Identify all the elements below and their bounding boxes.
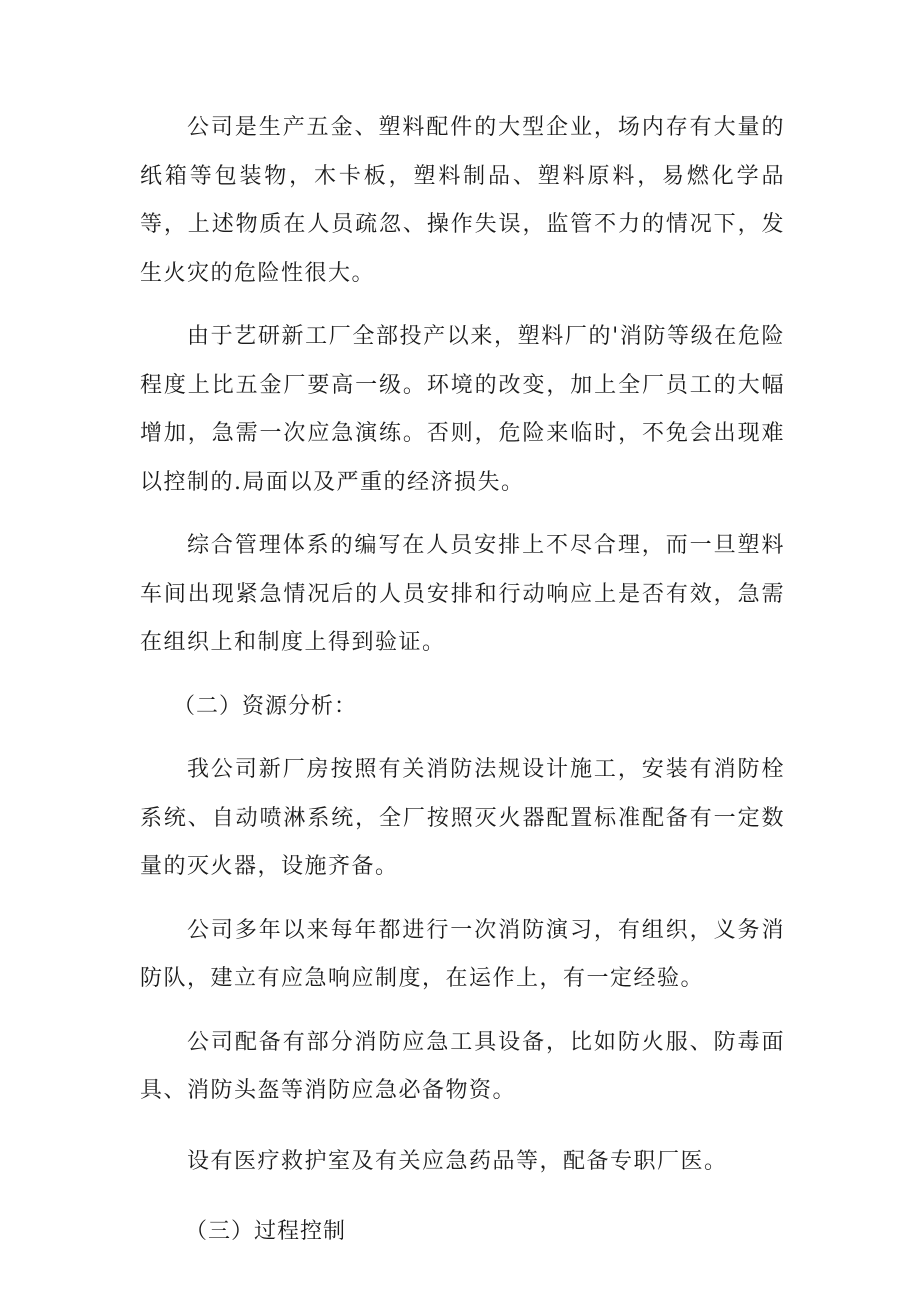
paragraph-equipment: 公司配备有部分消防应急工具设备，比如防火服、防毒面具、消防头盔等消防应急必备物资。 [140, 1029, 785, 1103]
paragraph-medical: 设有医疗救护室及有关应急药品等，配备专职厂医。 [187, 1148, 728, 1174]
paragraph-risk-materials: 公司是生产五金、塑料配件的大型企业，场内存有大量的纸箱等包装物，木卡板，塑料制品、塑料原料，易燃化学品等，上述物质在人员疏忽、操作失误，监管不力的情况下，发生火灾的危险性很大。 [140, 115, 785, 286]
heading-process-control: （三）过程控制 [185, 1219, 347, 1244]
paragraph-drills: 公司多年以来每年都进行一次消防演习，有组织，义务消防队，建立有应急响应制度，在运作上，有一定经验。 [140, 917, 785, 991]
paragraph-management-system: 综合管理体系的编写在人员安排上不尽合理，而一旦塑料车间出现紧急情况后的人员安排和行动响应上是否有效，急需在组织上和制度上得到验证。 [140, 533, 785, 655]
document-body [140, 104, 785, 1257]
paragraph-fire-level: 由于艺研新工厂全部投产以来，塑料厂的'消防等级在危险程度上比五金厂要高一级。环境的改变，加上全厂员工的大幅增加，急需一次应急演练。否则，危险来临时，不免会出现难以控制的.局面以及严重的经济损失。 [140, 324, 785, 495]
paragraph-facilities: 我公司新厂房按照有关消防法规设计施工，安装有消防栓系统、自动喷淋系统，全厂按照灭火器配置标准配备有一定数量的灭火器，设施齐备。 [140, 757, 785, 879]
heading-resource-analysis: （二）资源分析： [173, 693, 358, 719]
